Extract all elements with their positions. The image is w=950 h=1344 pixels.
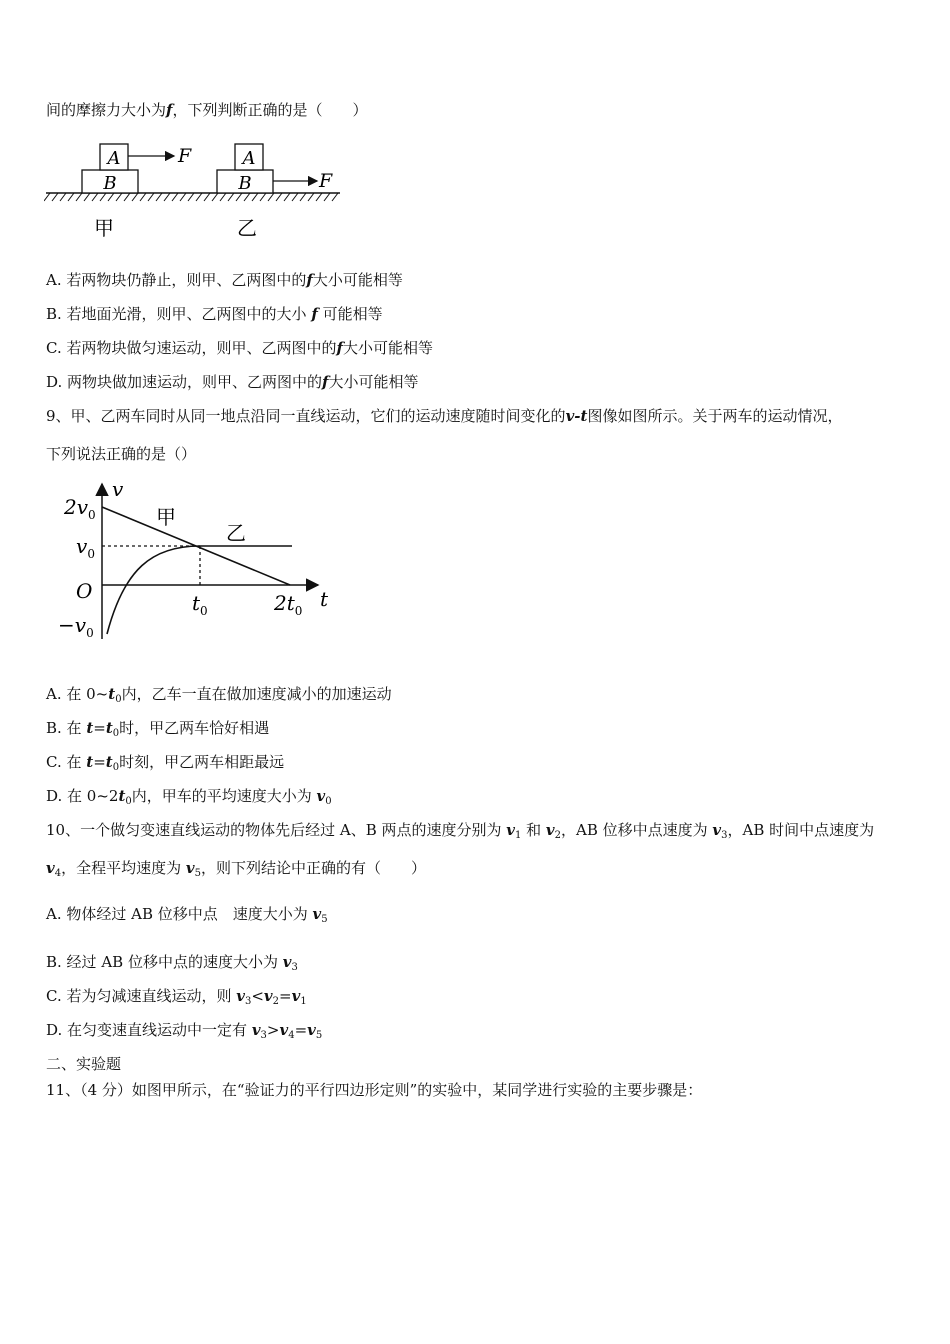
- q9-stem-line2: 下列说法正确的是（）: [46, 445, 197, 463]
- q10-stem-line2: $v_4$，全程平均速度为 $v_5$，则下列结论中正确的有（ ）: [46, 859, 426, 879]
- y-label-v0: $v_0$: [76, 534, 95, 561]
- force-label-right: F: [319, 170, 333, 192]
- q9-option-c: C. 在 $t=t_0$时刻，甲乙两车相距最远: [46, 753, 285, 773]
- label-yi: 乙: [237, 216, 257, 240]
- t-axis-label: t: [320, 587, 329, 611]
- curve-label-yi: 乙: [226, 521, 246, 545]
- q8-option-b: B. 若地面光滑，则甲、乙两图中的大小 f 可能相等: [46, 305, 383, 323]
- q10-option-c: C. 若为匀减速直线运动，则 $v_3<v_2=v_1$: [46, 987, 307, 1007]
- origin-label: O: [76, 579, 93, 603]
- q10-option-a: A. 物体经过 AB 位移中点 速度大小为 $v_5$: [46, 905, 328, 925]
- y-label-neg-v0: $-v_0$: [58, 613, 94, 640]
- block-b-left-label: B: [103, 173, 117, 194]
- q10-option-b: B. 经过 AB 位移中点的速度大小为 $v_3$: [46, 953, 298, 973]
- section-title-experiment: 二、实验题: [46, 1055, 122, 1073]
- q10-stem-line1: 10、一个做匀变速直线运动的物体先后经过 A、B 两点的速度分别为 $v_1$ 和 $v_2$，AB 位移中点速度为 $v_3$，AB 时间中点速度为: [46, 821, 875, 841]
- q9-option-b: B. 在 $t=t_0$时，甲乙两车恰好相遇: [46, 719, 270, 739]
- block-a-left-label: A: [107, 148, 121, 169]
- x-label-t0: $t_0$: [192, 591, 208, 618]
- q8-option-a: A. 若两物块仍静止，则甲、乙两图中的f大小可能相等: [46, 271, 403, 289]
- q8-stem: 间的摩擦力大小为f，下列判断正确的是（ ）: [46, 101, 368, 119]
- q8-option-d: D. 两物块做加速运动，则甲、乙两图中的f大小可能相等: [46, 373, 419, 391]
- curve-label-jia: 甲: [156, 505, 176, 529]
- v-axis-label: v: [112, 477, 124, 501]
- block-b-right-label: B: [238, 173, 252, 194]
- q9-option-d: D. 在 $0\sim 2t_0$内，甲车的平均速度大小为 $v_0$: [46, 787, 332, 807]
- q8-option-c: C. 若两物块做匀速运动，则甲、乙两图中的f大小可能相等: [46, 339, 433, 357]
- q8-figure: [44, 140, 344, 245]
- force-label-left: F: [178, 145, 192, 167]
- ground-hatch: [44, 193, 338, 201]
- x-label-2t0: $2t_0$: [274, 591, 303, 618]
- q9-option-a: A. 在 $0\sim t_0$内，乙车一直在做加速度减小的加速运动: [46, 685, 392, 705]
- block-a-right-label: A: [242, 148, 256, 169]
- q10-option-d: D. 在匀变速直线运动中一定有 $v_3>v_4=v_5$: [46, 1021, 323, 1041]
- q9-vt-graph: [52, 474, 342, 646]
- q11-stem: 11、（4 分）如图甲所示，在“验证力的平行四边形定则”的实验中，某同学进行实验的主要步骤是：: [46, 1081, 703, 1099]
- label-jia: 甲: [94, 216, 114, 240]
- y-label-2v0: $2v_0$: [64, 495, 96, 522]
- q9-stem-line1: 9、甲、乙两车同时从同一地点沿同一直线运动，它们的运动速度随时间变化的v-t图像如图所示。关于两车的运动情况，: [46, 407, 843, 425]
